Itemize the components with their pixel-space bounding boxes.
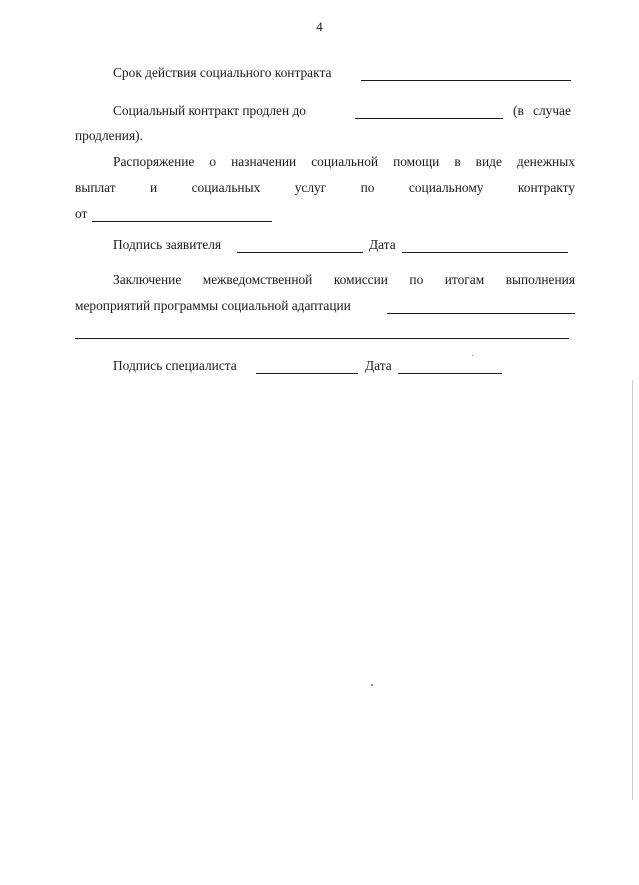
order-word: помощи — [393, 154, 440, 169]
order-word: по — [360, 180, 375, 195]
commission-word: итогам — [444, 272, 485, 287]
commission-field-1[interactable] — [387, 313, 575, 314]
order-word: выплат — [75, 180, 116, 195]
order-line-2 — [75, 180, 575, 196]
specialist-signature-label: Подпись специалиста — [113, 358, 237, 373]
order-word: и — [150, 180, 158, 195]
extension-note-end: продления). — [75, 128, 143, 143]
commission-word: Заключение — [113, 272, 182, 287]
applicant-date-label: Дата — [369, 237, 396, 252]
order-date-field[interactable] — [92, 221, 272, 222]
page-number: 4 — [316, 19, 323, 34]
applicant-signature-label: Подпись заявителя — [113, 237, 222, 252]
commission-word: по — [409, 272, 424, 287]
order-word: назначении — [231, 154, 297, 169]
extension-note-word: случае — [533, 103, 571, 118]
contract-term-field[interactable] — [361, 80, 571, 81]
specialist-signature-field[interactable] — [256, 373, 358, 374]
extension-note-open: (в — [513, 103, 524, 118]
order-word: социальной — [311, 154, 379, 169]
commission-word: межведомственной — [202, 272, 313, 287]
order-from-label: от — [75, 206, 88, 221]
order-word: социальных — [191, 180, 261, 195]
extension-label: Социальный контракт продлен до — [113, 103, 306, 118]
order-word: денежных — [516, 154, 575, 169]
order-word: услуг — [294, 180, 327, 195]
specialist-date-label: Дата — [365, 358, 392, 373]
commission-line-1 — [113, 272, 575, 288]
order-word: Распоряжение — [113, 154, 195, 169]
order-word: в — [454, 154, 461, 169]
contract-term-label: Срок действия социального контракта — [113, 65, 332, 80]
commission-line-2: мероприятий программы социальной адаптации — [75, 298, 351, 313]
order-word: контракту — [517, 180, 575, 195]
extension-date-field[interactable] — [355, 118, 503, 119]
applicant-date-field[interactable] — [402, 252, 568, 253]
commission-word: комиссии — [333, 272, 388, 287]
specialist-date-field[interactable] — [398, 373, 502, 374]
commission-field-2[interactable] — [75, 338, 569, 339]
scan-speck — [472, 355, 473, 356]
applicant-signature-field[interactable] — [237, 252, 363, 253]
commission-word: выполнения — [505, 272, 575, 287]
order-word: социальному — [408, 180, 484, 195]
order-word: о — [209, 154, 217, 169]
order-line-1 — [113, 154, 575, 170]
order-word: виде — [475, 154, 502, 169]
scan-edge-mark — [632, 380, 633, 800]
scan-speck — [371, 684, 373, 686]
